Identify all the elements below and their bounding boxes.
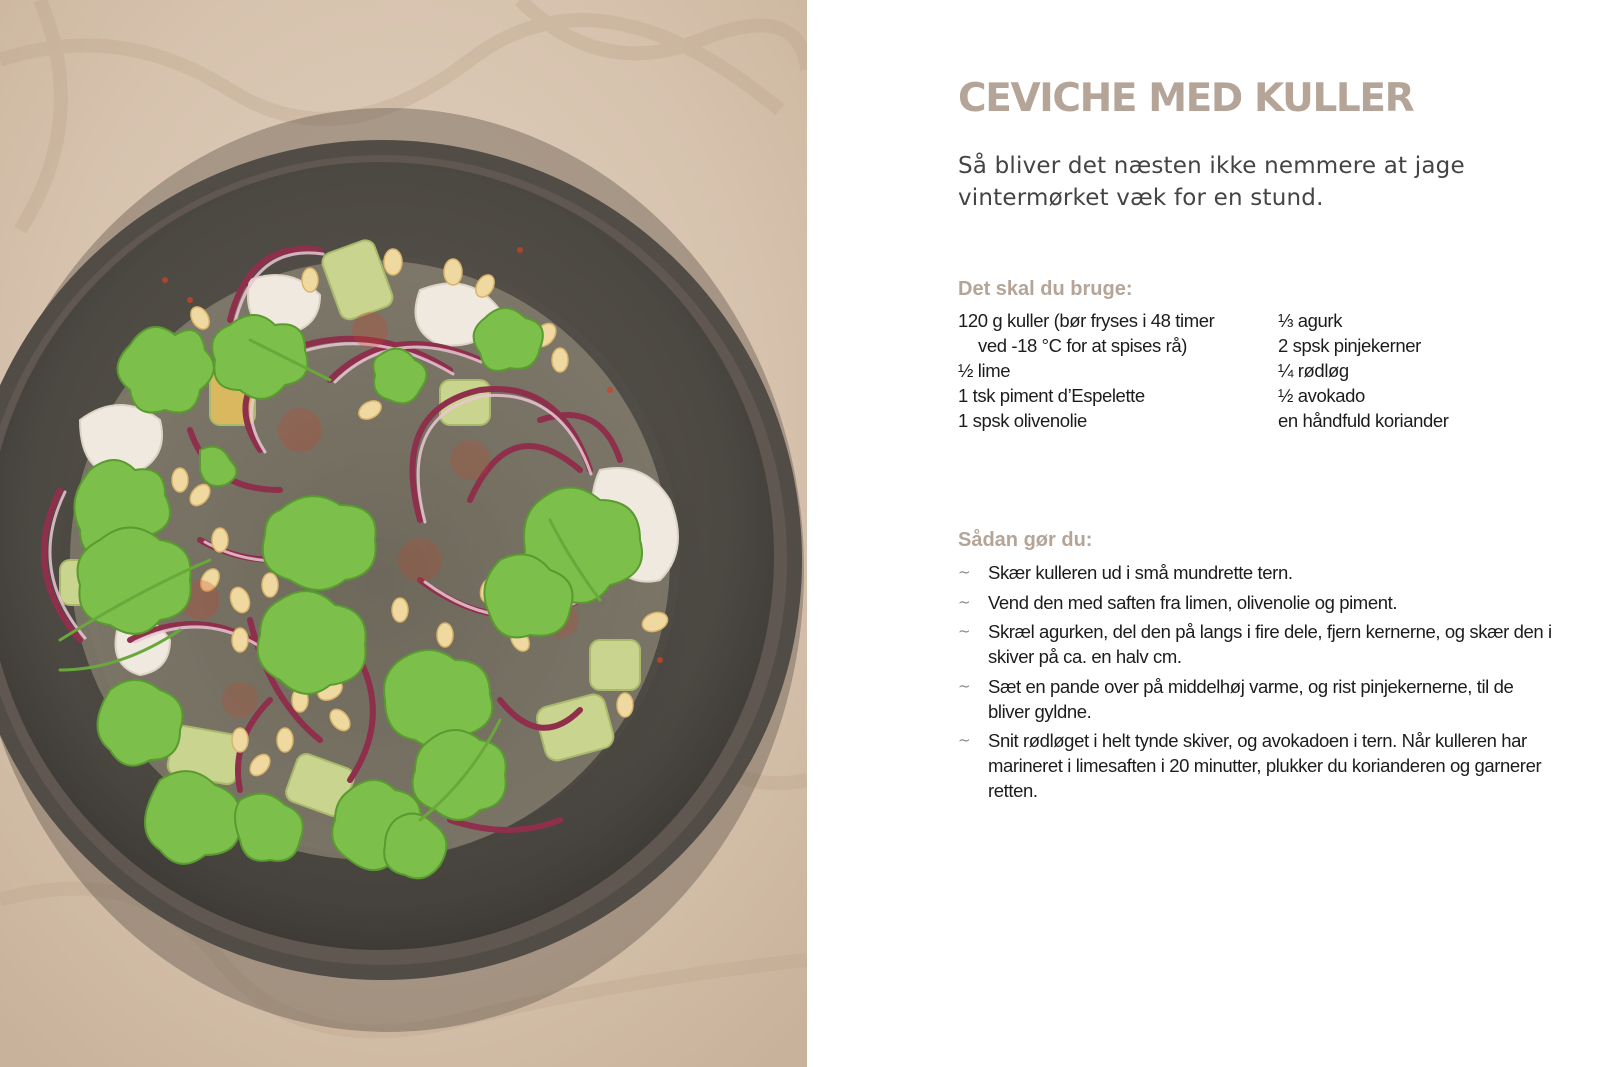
ingredients-heading: Det skal du bruge: — [958, 278, 1133, 300]
method-step — [958, 560, 1558, 585]
method-heading: Sådan gør du: — [958, 529, 1093, 551]
ingredient-item: ½ lime — [958, 360, 1011, 381]
step-text: Skræl agurken, del den på langs i fire dele, fjern kernerne, og skær den i skiver på ca. en halv cm. — [988, 621, 1552, 667]
method-step — [958, 674, 1558, 724]
ingredients-column-1 — [958, 308, 1218, 433]
ingredient-item: 1 tsk piment d’Espelette — [958, 385, 1145, 406]
step-bullet: ~ — [958, 731, 971, 749]
step-text: Vend den med saften fra limen, olivenolie og piment. — [988, 591, 1398, 613]
step-text: Skær kulleren ud i små mundrette tern. — [988, 562, 1293, 583]
method-step — [958, 590, 1558, 615]
recipe-intro: Så bliver det næsten ikke nemmere at jage vintermørket væk for en stund. — [958, 153, 1465, 211]
step-text: Sæt en pande over på middelhøj varme, og rist pinjekernerne, til de bliver gyldne. — [988, 675, 1514, 722]
method-step — [958, 728, 1558, 803]
ingredient-item: ⅓ agurk — [1278, 310, 1343, 331]
ingredient-item: ¼ rødløg — [1278, 360, 1349, 381]
ingredients-column-2 — [1278, 308, 1538, 433]
step-bullet: ~ — [958, 622, 971, 640]
ingredient-item: 2 spsk pinjekerner — [1278, 335, 1421, 356]
ingredient-item: 1 spsk olivenolie — [958, 410, 1087, 431]
step-bullet: ~ — [958, 592, 971, 611]
step-bullet: ~ — [958, 563, 971, 581]
step-text: Snit rødløget i helt tynde skiver, og avokadoen i tern. Når kulleren har marineret i limesaften i 20 minutter, plukker du korianderen og garnerer retten. — [988, 730, 1542, 801]
ingredient-item: 120 g kuller (bør fryses i 48 timer ved -18 °C for at spises rå) — [958, 310, 1215, 356]
method-steps — [958, 560, 1558, 808]
step-bullet: ~ — [958, 676, 971, 695]
ingredient-item: ½ avokado — [1278, 385, 1365, 406]
ingredient-item: en håndfuld koriander — [1278, 410, 1449, 431]
method-step — [958, 619, 1558, 669]
recipe-page — [807, 0, 1600, 1067]
recipe-title: CEVICHE MED KULLER — [958, 76, 1414, 121]
